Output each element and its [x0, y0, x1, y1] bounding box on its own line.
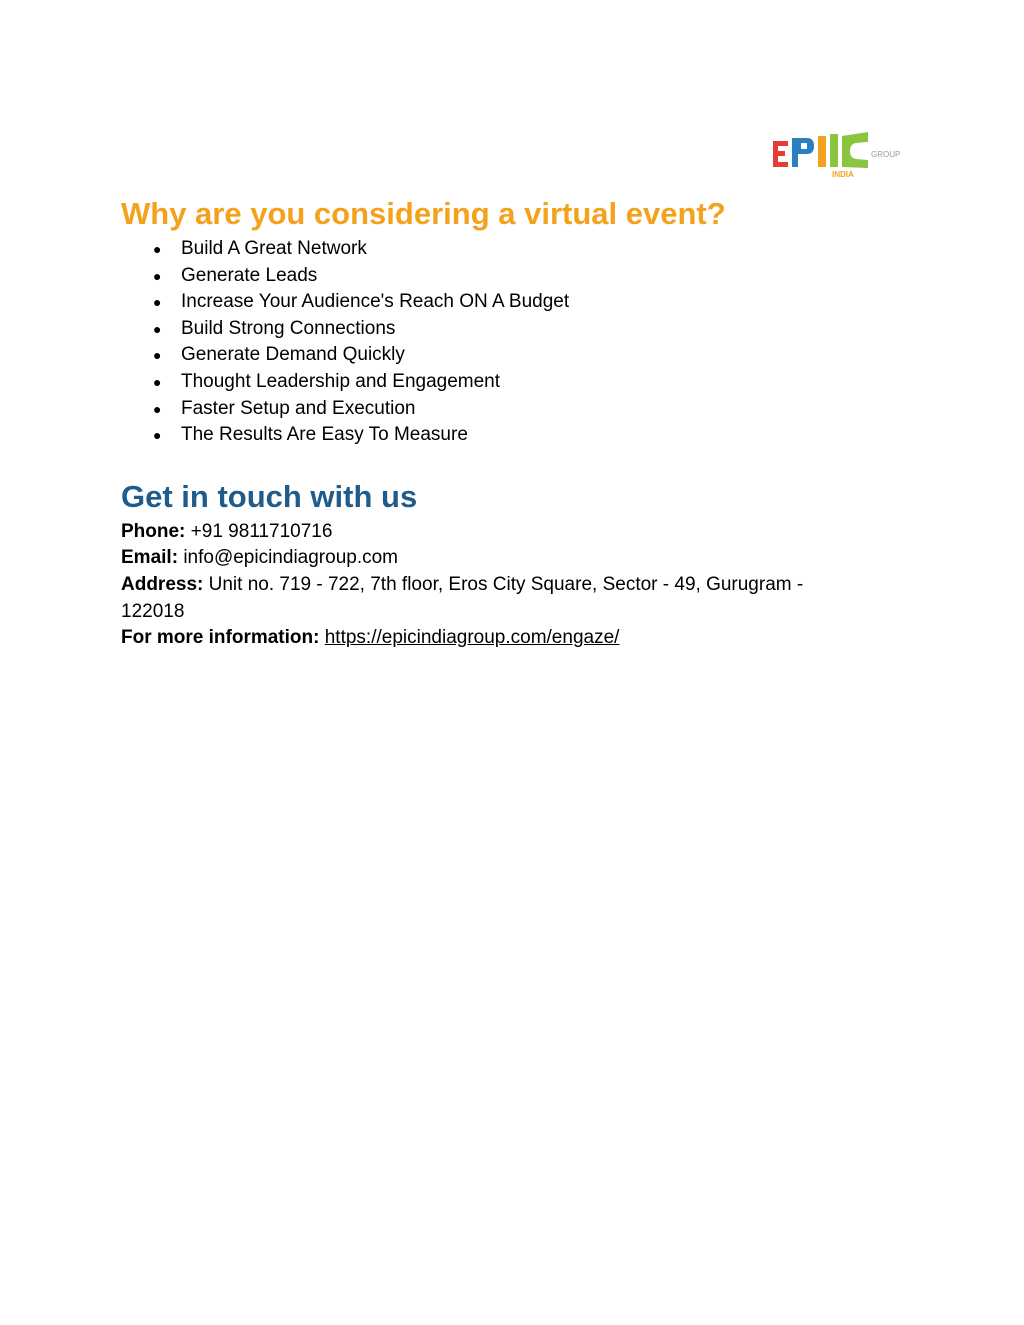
section-title-get-in-touch: Get in touch with us — [121, 478, 418, 514]
phone-line — [121, 519, 881, 546]
more-info-label: For more information: — [121, 627, 320, 649]
logo-india-text: INDIA — [832, 170, 854, 179]
email-label: Email: — [121, 547, 179, 569]
list-item — [121, 263, 881, 290]
bullet-icon: ● — [153, 427, 162, 444]
more-info-link[interactable]: https://epicindiagroup.com/engaze/ — [324, 627, 620, 649]
email-line — [121, 545, 881, 572]
bullet-icon: ● — [153, 347, 162, 364]
section-spacer — [121, 449, 881, 475]
epic-india-group-logo — [772, 132, 904, 180]
list-item-text: Build A Great Network — [181, 238, 367, 259]
list-item-text: Increase Your Audience's Reach ON A Budget — [181, 291, 570, 313]
address-line — [121, 572, 881, 625]
phone-label: Phone: — [121, 520, 186, 542]
section-title-virtual-event: Why are you considering a virtual event? — [121, 196, 726, 231]
bullet-icon: ● — [153, 267, 162, 284]
list-item — [121, 342, 881, 369]
list-item-text: Generate Leads — [181, 264, 318, 286]
bullet-icon: ● — [153, 373, 162, 390]
list-item-text: Thought Leadership and Engagement — [181, 370, 501, 392]
benefits-list — [121, 236, 881, 449]
list-item — [121, 422, 881, 449]
logo-graphic — [772, 132, 904, 180]
phone-value: +91 9811710716 — [190, 520, 333, 542]
bullet-icon: ● — [153, 241, 162, 257]
logo-letter-e — [773, 141, 788, 167]
list-item-text: Faster Setup and Execution — [181, 397, 416, 419]
address-value: Unit no. 719 - 722, 7th floor, Eros City Square, Sector - 49, Gurugram - — [208, 573, 804, 595]
logo-letter-i-orange — [818, 136, 826, 167]
email-value: info@epicindiagroup.com — [183, 547, 398, 569]
list-item — [121, 289, 881, 316]
address-label: Address: — [121, 573, 204, 595]
logo-letter-p — [792, 138, 814, 167]
address-value-continued: 122018 — [121, 600, 185, 622]
list-item-text: Generate Demand Quickly — [181, 344, 405, 366]
list-item — [121, 369, 881, 396]
bullet-icon: ● — [153, 294, 162, 311]
list-item-text: Build Strong Connections — [181, 317, 396, 339]
more-info-line — [121, 625, 881, 652]
list-item — [121, 396, 881, 423]
logo-letter-i-green — [830, 134, 838, 167]
logo-letter-c — [842, 132, 868, 168]
list-item — [121, 316, 881, 343]
logo-group-text: GROUP — [871, 150, 901, 159]
bullet-icon: ● — [153, 400, 162, 417]
list-item — [121, 236, 881, 263]
document-content — [121, 192, 881, 652]
list-item-text: The Results Are Easy To Measure — [181, 424, 468, 446]
bullet-icon: ● — [153, 320, 162, 337]
